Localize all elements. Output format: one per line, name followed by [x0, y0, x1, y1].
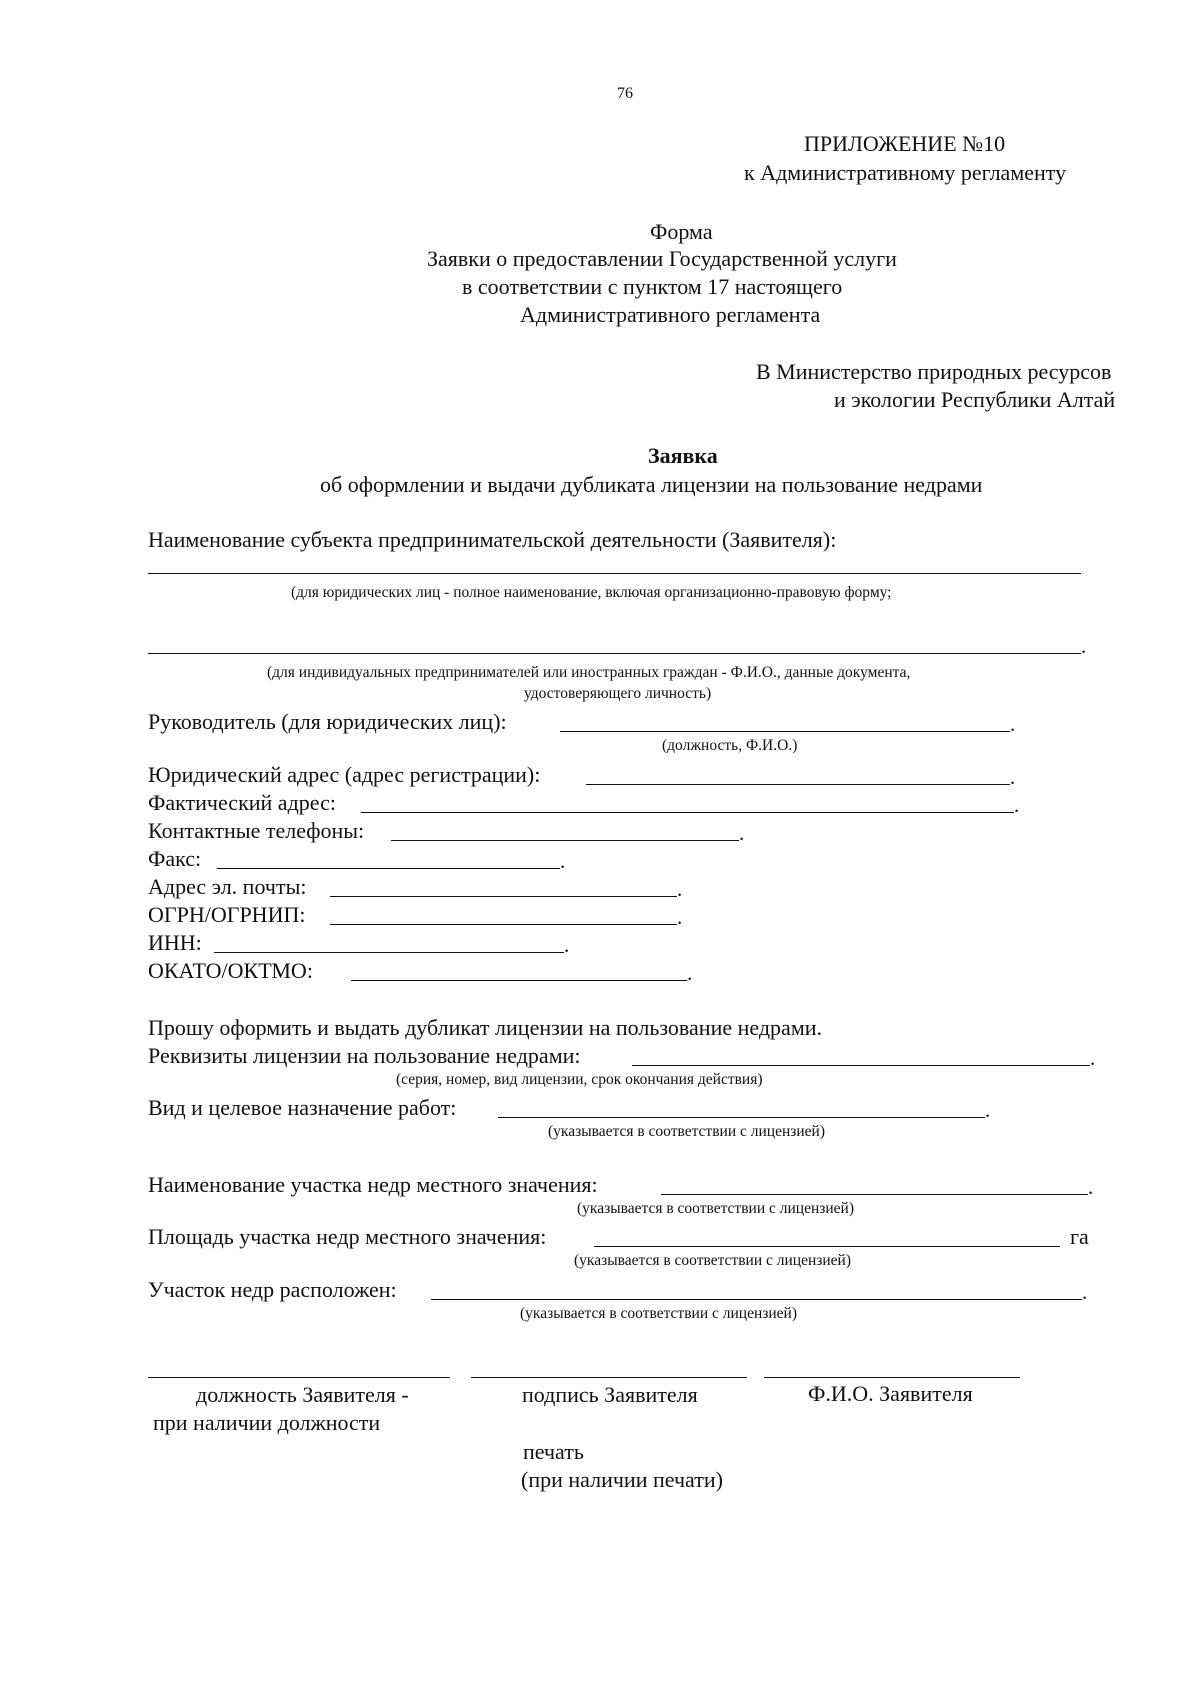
legal-address-dot: .	[1010, 765, 1016, 789]
site-area-unit: га	[1070, 1224, 1089, 1249]
site-area-field[interactable]	[594, 1246, 1060, 1247]
full-name-label: Ф.И.О. Заявителя	[808, 1381, 973, 1406]
requisites-dot: .	[1090, 1046, 1096, 1070]
signature-line[interactable]	[471, 1377, 747, 1378]
form-header-line1: Форма	[650, 219, 713, 244]
position-signature-line[interactable]	[148, 1377, 450, 1378]
addressee-line2: и экологии Республики Алтай	[834, 387, 1116, 412]
applicant-label: Наименование субъекта предпринимательской деятельности (Заявителя):	[148, 527, 837, 552]
email-dot: .	[677, 877, 683, 901]
requisites-label: Реквизиты лицензии на пользование недрами:	[148, 1043, 581, 1068]
actual-address-label: Фактический адрес:	[148, 790, 336, 815]
purpose-dot: .	[985, 1098, 991, 1122]
okato-label: ОКАТО/ОКТМО:	[148, 958, 313, 983]
site-area-label: Площадь участка недр местного значения:	[148, 1224, 547, 1249]
purpose-hint: (указывается в соответствии с лицензией)	[548, 1123, 826, 1140]
request-text: Прошу оформить и выдать дубликат лицензии на пользование недрами.	[148, 1015, 823, 1040]
signature-position-label2: при наличии должности	[153, 1410, 381, 1435]
fax-field[interactable]	[217, 868, 560, 869]
head-field[interactable]	[560, 731, 1010, 732]
site-name-hint: (указывается в соответствии с лицензией)	[577, 1200, 855, 1217]
form-header-line2: Заявки о предоставлении Государственной услуги	[427, 246, 897, 271]
purpose-label: Вид и целевое назначение работ:	[148, 1095, 457, 1120]
applicant-individual-hint1: (для индивидуальных предпринимателей или иностранных граждан - Ф.И.О., данные документа,	[267, 664, 911, 681]
application-title: Заявка	[648, 443, 718, 468]
email-label: Адрес эл. почты:	[148, 874, 307, 899]
form-header-line3: в соответствии с пунктом 17 настоящего	[462, 274, 843, 299]
full-name-signature-line[interactable]	[764, 1377, 1020, 1378]
legal-address-field[interactable]	[586, 784, 1010, 785]
phones-dot: .	[739, 821, 745, 845]
head-hint: (должность, Ф.И.О.)	[662, 737, 798, 754]
fax-label: Факс:	[148, 846, 202, 871]
stamp-label: печать	[523, 1439, 584, 1464]
phones-field[interactable]	[391, 840, 739, 841]
addressee-line1: В Министерство природных ресурсов	[756, 359, 1112, 384]
inn-label: ИНН:	[148, 930, 202, 955]
applicant-legal-hint: (для юридических лиц - полное наименование, включая организационно-правовую форму;	[291, 584, 892, 601]
signature-position-label1: должность Заявителя -	[196, 1382, 409, 1407]
fax-dot: .	[560, 849, 566, 873]
purpose-field[interactable]	[498, 1117, 985, 1118]
stamp-hint: (при наличии печати)	[521, 1467, 723, 1492]
site-location-label: Участок недр расположен:	[148, 1277, 397, 1302]
site-location-dot: .	[1082, 1280, 1088, 1304]
page-number: 76	[617, 85, 633, 102]
signature-label: подпись Заявителя	[522, 1382, 698, 1407]
ogrn-label: ОГРН/ОГРНИП:	[148, 902, 306, 927]
site-location-field[interactable]	[431, 1299, 1082, 1300]
site-location-hint: (указывается в соответствии с лицензией)	[520, 1305, 798, 1322]
application-subtitle: об оформлении и выдачи дубликата лицензии на пользование недрами	[320, 472, 983, 497]
okato-field[interactable]	[351, 980, 687, 981]
site-name-label: Наименование участка недр местного значения:	[148, 1172, 598, 1197]
appendix-subtitle: к Административному регламенту	[744, 160, 1067, 185]
legal-address-label: Юридический адрес (адрес регистрации):	[148, 762, 541, 787]
head-label: Руководитель (для юридических лиц):	[148, 709, 507, 734]
inn-field[interactable]	[214, 952, 564, 953]
inn-dot: .	[564, 933, 570, 957]
applicant-line-dot: .	[1081, 634, 1087, 658]
head-dot: .	[1010, 712, 1016, 736]
requisites-hint: (серия, номер, вид лицензии, срок окончания действия)	[396, 1071, 763, 1088]
phones-label: Контактные телефоны:	[148, 818, 365, 843]
site-name-field[interactable]	[661, 1194, 1088, 1195]
applicant-individual-line[interactable]	[148, 653, 1081, 654]
applicant-individual-hint2: удостоверяющего личность)	[524, 685, 712, 702]
actual-address-dot: .	[1014, 793, 1020, 817]
site-area-hint: (указывается в соответствии с лицензией)	[574, 1252, 852, 1269]
okato-dot: .	[687, 961, 693, 985]
actual-address-field[interactable]	[361, 812, 1014, 813]
form-header-line4: Административного регламента	[520, 302, 821, 327]
site-name-dot: .	[1088, 1175, 1094, 1199]
ogrn-field[interactable]	[330, 924, 677, 925]
applicant-legal-line[interactable]	[148, 573, 1081, 574]
ogrn-dot: .	[677, 905, 683, 929]
email-field[interactable]	[330, 896, 677, 897]
requisites-field[interactable]	[632, 1065, 1090, 1066]
appendix-title: ПРИЛОЖЕНИЕ №10	[804, 131, 1006, 156]
